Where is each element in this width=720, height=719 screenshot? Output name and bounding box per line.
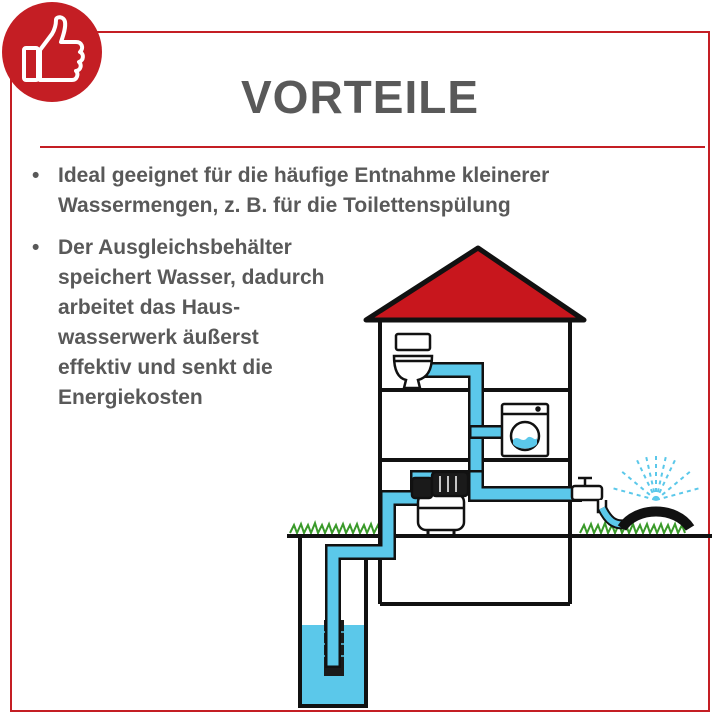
toilet-icon [394, 334, 432, 388]
bullet-dot: • [32, 164, 40, 187]
page-title: VORTEILE [240, 71, 480, 123]
bullet-text: Der Ausgleichsbehälter speichert Wasser, dadurch arbeitet das Haus- wasserwerk äußerst effektiv und senkt die Energiekosten [58, 236, 325, 409]
roof-icon [366, 248, 584, 320]
garden-tap-icon [572, 478, 606, 512]
sprinkler-spray-icon [612, 454, 700, 500]
washing-machine-icon [502, 404, 548, 456]
water-pump-icon [412, 472, 468, 536]
bullet-dot: • [32, 236, 40, 259]
bullet-text: Ideal geeignet für die häufige Entnahme kleinerer Wassermengen, z. B. für die Toilettenspülung [58, 164, 550, 217]
